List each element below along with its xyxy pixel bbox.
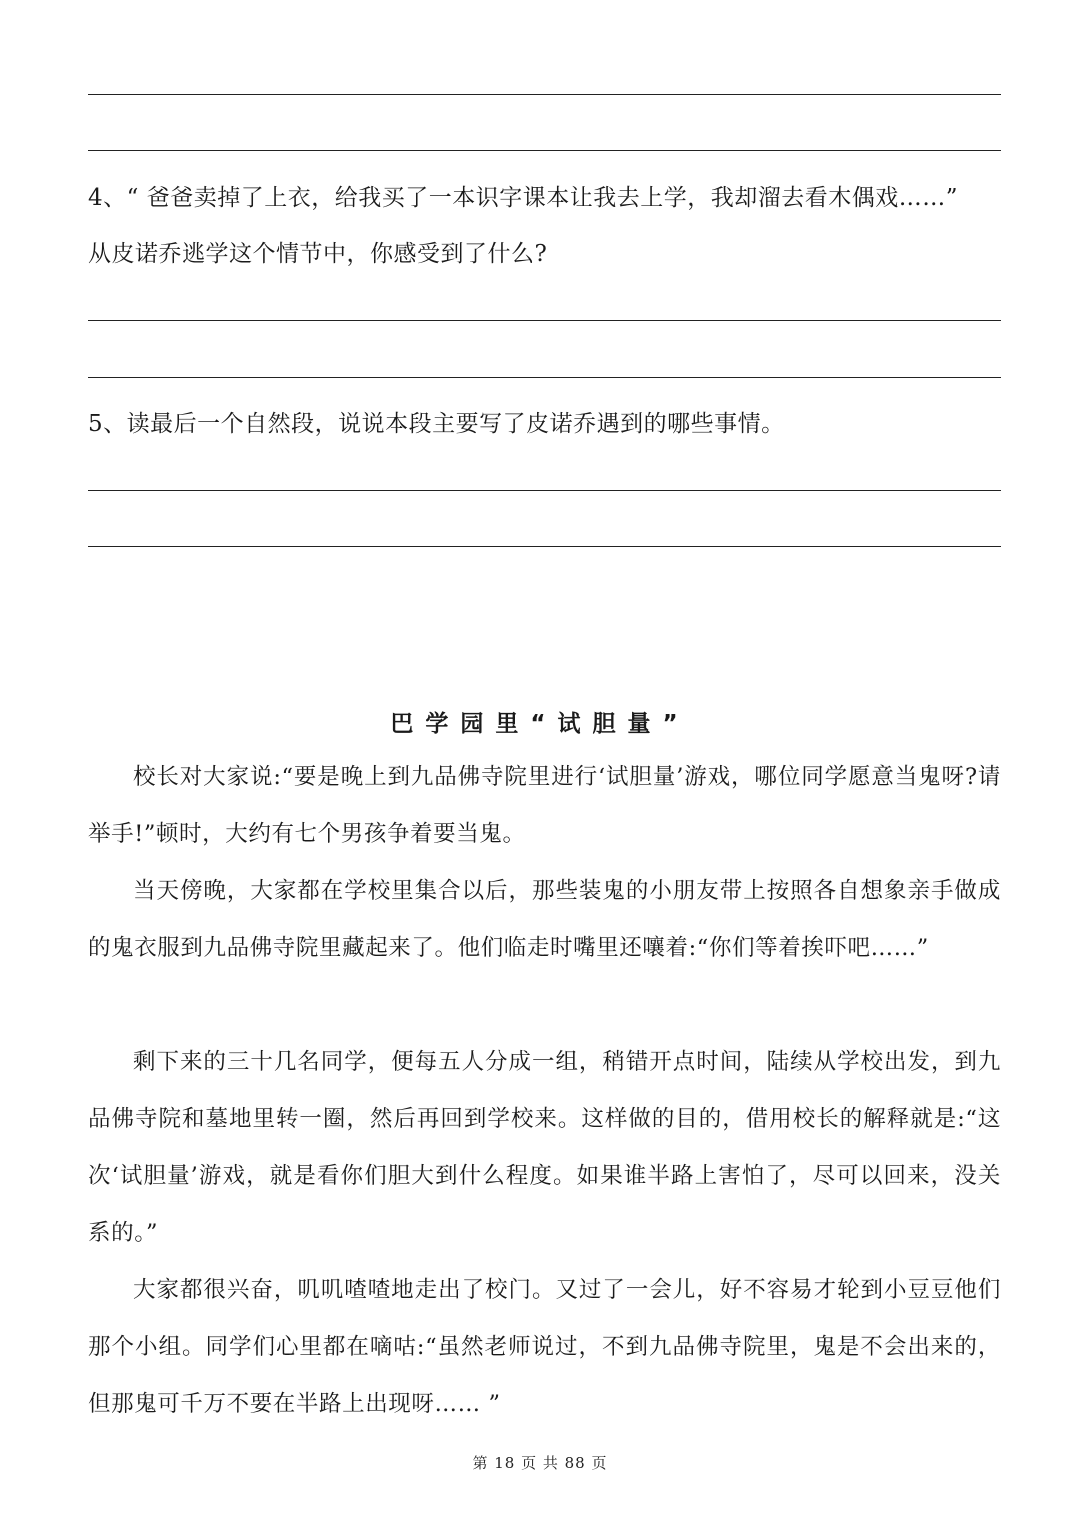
answer-line xyxy=(88,150,1001,151)
question-4-line-2: 从皮诺乔逃学这个情节中，你感受到了什么? xyxy=(88,241,548,267)
story-paragraph-3: 剩下来的三十几名同学，便每五人分成一组，稍错开点时间，陆续从学校出发，到九品佛寺院和墓地里转一圈，然后再回到学校来。这样做的目的，借用校长的解释就是:“这次‘试胆量’游戏，就是看你们胆大到什么程度。如果谁半路上害怕了，尽可以回来，没关系的。” xyxy=(88,1049,1001,1246)
question-4-line-1: 4、“ 爸爸卖掉了上衣，给我买了一本识字课本让我去上学，我却溜去看木偶戏……” xyxy=(88,185,958,211)
answer-line xyxy=(88,94,1001,95)
answer-line xyxy=(88,546,1001,547)
story-paragraph-2: 当天傍晚，大家都在学校里集合以后，那些装鬼的小朋友带上按照各自想象亲手做成的鬼衣服到九品佛寺院里藏起来了。他们临走时嘴里还嚷着:“你们等着挨吓吧……” xyxy=(88,878,1001,961)
page-number: 第 18 页 共 88 页 xyxy=(472,1454,608,1472)
answer-line xyxy=(88,490,1001,491)
story-paragraph-4: 大家都很兴奋，叽叽喳喳地走出了校门。又过了一会儿，好不容易才轮到小豆豆他们那个小组。同学们心里都在嘀咕:“虽然老师说过，不到九品佛寺院里，鬼是不会出来的，但那鬼可千万不要在半路上出现呀…… ” xyxy=(88,1277,1001,1417)
answer-line xyxy=(88,320,1001,321)
story-title: 巴学园里“试胆量” xyxy=(390,711,690,737)
question-5-line-1: 5、读最后一个自然段，说说本段主要写了皮诺乔遇到的哪些事情。 xyxy=(88,411,785,437)
answer-line xyxy=(88,377,1001,378)
story-paragraph-1: 校长对大家说:“要是晚上到九品佛寺院里进行‘试胆量’游戏，哪位同学愿意当鬼呀?请举手!”顿时，大约有七个男孩争着要当鬼。 xyxy=(88,764,1001,847)
